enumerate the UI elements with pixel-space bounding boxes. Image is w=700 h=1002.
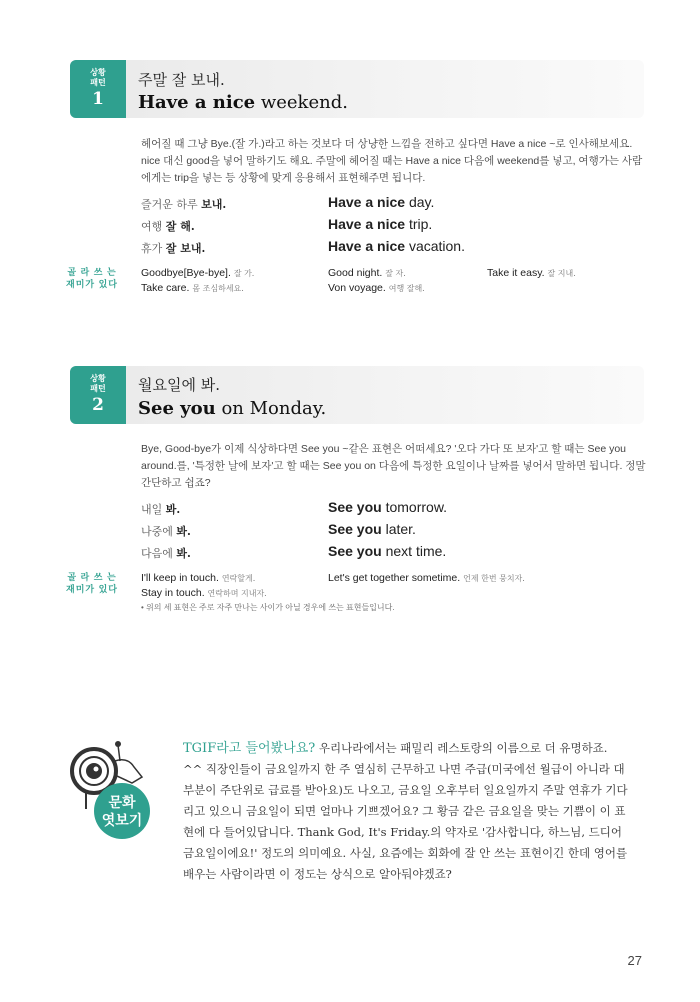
phrase-item: Goodbye[Bye-bye]. 잘 가. [141,267,255,279]
phrase-item: Von voyage. 여행 잘해. [328,282,425,294]
culture-badge [58,737,170,841]
example-en: Have a nice day. [328,194,435,210]
section2-title-ko: 월요일에 봐. [138,376,220,394]
section1-side-label: 골 라 쓰 는 재미가 있다 [66,267,118,289]
phrase-item: Take it easy. 잘 지내. [487,267,576,279]
phrase-item: Take care. 몸 조심하세요. [141,282,244,294]
culture-lead: TGIF라고 들어봤나요? [183,741,316,756]
section2-title-en: See you on Monday. [138,398,327,419]
example-ko: 다음에 봐. [141,547,191,560]
culture-body: 우리나라에서는 패밀리 레스토랑의 이름으로 더 유명하죠. ^^ 직장인들이 금요일까지 한 주 열심히 근무하고 나면 주급(미국에선 월급이 아니라 대부분이 주단위로 급료를 받아요)도 나오고, 금요일 오후부터 일요일까지 주말 연휴가 기다리고 있으니 금요일이 되면 얼마나 기쁘겠어요? 그 황금 같은 금요일을 맞는 기쁨이 이 표현에 다 들어있답니다. Thank God, It's Friday.의 약자로 '감사합니다, 하느님, 드디어 금요일이에요!' 정도의 의미예요. 사실, 요즘에는 회화에 잘 안 쓰는 표현이긴 한데 영어를 배우는 사람이라면 이 정도는 상식으로 알아둬야겠죠? [183,741,628,881]
tab-number: 2 [92,395,104,415]
culture-badge-label: 문화 엿보기 [101,795,143,829]
example-ko: 내일 봐. [141,503,181,516]
phrase-item: Let's get together sometime. 언제 한번 뭉치자. [328,572,525,584]
example-en: See you later. [328,521,416,537]
page-number: 27 [627,953,642,968]
example-en: See you tomorrow. [328,499,448,515]
example-ko: 여행 잘 해. [141,220,195,233]
phrase-item: Good night. 잘 자. [328,267,406,279]
example-ko: 나중에 봐. [141,525,191,538]
section2-note: • 위의 세 표현은 주로 자주 만나는 사이가 아닐 경우에 쓰는 표현들입니다. [141,603,395,612]
example-ko: 휴가 잘 보내. [141,242,206,255]
section1-pattern-tab [70,60,126,118]
section2-side-label: 골 라 쓰 는 재미가 있다 [66,572,118,594]
section1-title-en: Have a nice weekend. [138,92,348,113]
phrase-item: I'll keep in touch. 연락할게. [141,572,256,584]
tab-number: 1 [92,89,104,109]
tab-label: 상황 [90,374,106,383]
culture-text [183,738,628,885]
section1-title-ko: 주말 잘 보내. [138,71,225,89]
section2-pattern-tab [70,366,126,424]
phrase-item: Stay in touch. 연락하며 지내자. [141,587,267,599]
tab-label: 패턴 [90,78,106,87]
section1-paragraph: 헤어질 때 그냥 Bye.(잘 가.)라고 하는 것보다 더 상냥한 느낌을 전하고 싶다면 Have a nice ~로 인사해보세요. nice 대신 good을 넣어 말하기도 해요. 주말에 헤어질 때는 Have a nice 다음에 weekend를 넣고, 여행가는 사람에게는 trip을 넣는 등 상황에 맞게 응용해서 표현해주면 됩니다. [141,138,643,184]
example-en: Have a nice vacation. [328,238,465,254]
section2-paragraph: Bye, Good-bye가 이제 식상하다면 See you ~같은 표현은 어떠세요? '오다 가다 또 보자'고 할 때는 See you around.를, '특정한 날에 보자'고 할 때는 See you on 다음에 특정한 요일이나 날짜를 넣어서 말하면 됩니다. 정말 간단하고 쉽죠? [141,443,646,489]
example-en: Have a nice trip. [328,216,433,232]
tab-label: 상황 [90,68,106,77]
tab-label: 패턴 [90,384,106,393]
example-ko: 즐거운 하루 보내. [141,198,227,211]
example-en: See you next time. [328,543,447,559]
